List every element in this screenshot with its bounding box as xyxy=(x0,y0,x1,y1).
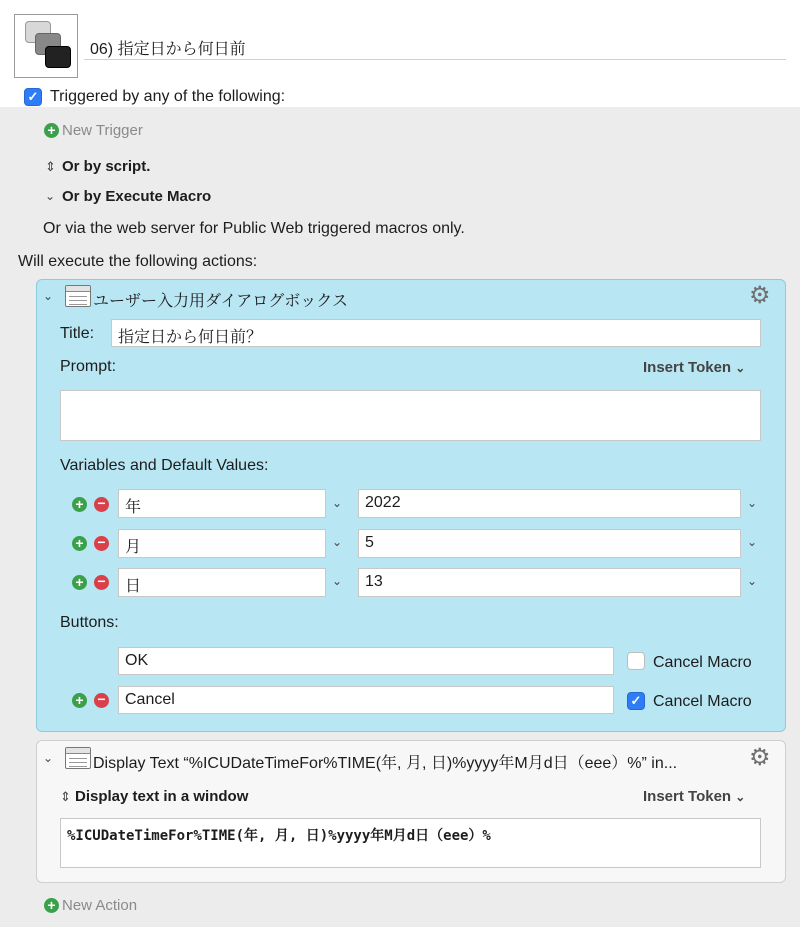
add-button-button[interactable]: + xyxy=(72,693,87,708)
triggered-label: Triggered by any of the following: xyxy=(50,88,286,105)
chevron-down-icon[interactable]: ⌄ xyxy=(332,496,343,510)
prompt-textarea[interactable] xyxy=(60,390,761,441)
remove-variable-button[interactable]: − xyxy=(94,575,109,590)
button-label-input[interactable]: OK xyxy=(118,647,614,675)
insert-token-button[interactable]: Insert Token ⌄ xyxy=(643,788,746,805)
prompt-label: Prompt: xyxy=(60,358,117,375)
variable-value-input[interactable]: 2022 xyxy=(358,489,741,518)
actions-header: Will execute the following actions: xyxy=(18,253,258,270)
triggered-checkbox[interactable]: ✓ xyxy=(24,88,42,106)
variable-value-input[interactable]: 13 xyxy=(358,568,741,597)
variable-name-input[interactable]: 月 xyxy=(118,529,326,558)
variable-value-input[interactable]: 5 xyxy=(358,529,741,558)
chevron-down-icon[interactable]: ⌄ xyxy=(45,189,56,203)
plus-icon[interactable]: + xyxy=(44,898,59,913)
chevron-down-icon[interactable]: ⌄ xyxy=(43,289,54,303)
display-text-textarea[interactable]: %ICUDateTimeFor%TIME(年, 月, 日)%yyyy年M月d日（eee）% xyxy=(60,818,761,868)
variables-label: Variables and Default Values: xyxy=(60,457,269,474)
add-variable-button[interactable]: + xyxy=(72,575,87,590)
chevron-down-icon[interactable]: ⌄ xyxy=(747,535,758,549)
or-by-execute-macro-toggle[interactable]: Or by Execute Macro xyxy=(62,188,212,205)
or-by-script-toggle[interactable]: Or by script. xyxy=(62,158,151,175)
chevron-down-icon[interactable]: ⌄ xyxy=(747,574,758,588)
chevron-down-icon[interactable]: ⌄ xyxy=(43,751,54,765)
macro-name-field[interactable]: 06) 指定日から何日前 xyxy=(84,33,786,60)
add-variable-button[interactable]: + xyxy=(72,497,87,512)
up-down-chevron-icon[interactable]: ⇕ xyxy=(45,159,56,174)
remove-variable-button[interactable]: − xyxy=(94,536,109,551)
cancel-macro-checkbox[interactable] xyxy=(627,652,645,670)
gear-icon[interactable]: ⚙ xyxy=(749,744,771,771)
chevron-down-icon[interactable]: ⌄ xyxy=(332,535,343,549)
buttons-label: Buttons: xyxy=(60,614,119,631)
chevron-down-icon: ⌄ xyxy=(735,361,746,375)
macro-icon[interactable] xyxy=(14,14,78,78)
display-mode-select[interactable]: Display text in a window xyxy=(75,788,249,805)
cancel-macro-label: Cancel Macro xyxy=(653,654,752,671)
new-trigger-button[interactable]: New Trigger xyxy=(62,122,143,139)
insert-token-button[interactable]: Insert Token ⌄ xyxy=(643,359,746,376)
plus-icon[interactable]: + xyxy=(44,123,59,138)
chevron-down-icon[interactable]: ⌄ xyxy=(747,496,758,510)
action-title[interactable]: ユーザー入力用ダイアログボックス xyxy=(93,293,349,310)
add-variable-button[interactable]: + xyxy=(72,536,87,551)
up-down-chevron-icon[interactable]: ⇕ xyxy=(60,789,71,804)
variable-name-input[interactable]: 年 xyxy=(118,489,326,518)
new-action-button[interactable]: New Action xyxy=(62,897,138,914)
action-title[interactable]: Display Text “%ICUDateTimeFor%TIME(年, 月, 日)%yyyy年M月d日（eee）%” in... xyxy=(93,755,678,772)
title-input[interactable]: 指定日から何日前？ xyxy=(111,319,761,347)
variable-name-input[interactable]: 日 xyxy=(118,568,326,597)
chevron-down-icon[interactable]: ⌄ xyxy=(332,574,343,588)
chevron-down-icon: ⌄ xyxy=(735,790,746,804)
cancel-macro-label: Cancel Macro xyxy=(653,693,752,710)
title-label: Title: xyxy=(60,325,95,342)
cancel-macro-checkbox[interactable]: ✓ xyxy=(627,692,645,710)
keycap-icon xyxy=(45,46,71,68)
window-icon xyxy=(65,747,91,769)
remove-button-button[interactable]: − xyxy=(94,693,109,708)
button-label-input[interactable]: Cancel xyxy=(118,686,614,714)
gear-icon[interactable]: ⚙ xyxy=(749,282,771,309)
window-icon xyxy=(65,285,91,307)
remove-variable-button[interactable]: − xyxy=(94,497,109,512)
web-server-note: Or via the web server for Public Web triggered macros only. xyxy=(43,220,465,237)
